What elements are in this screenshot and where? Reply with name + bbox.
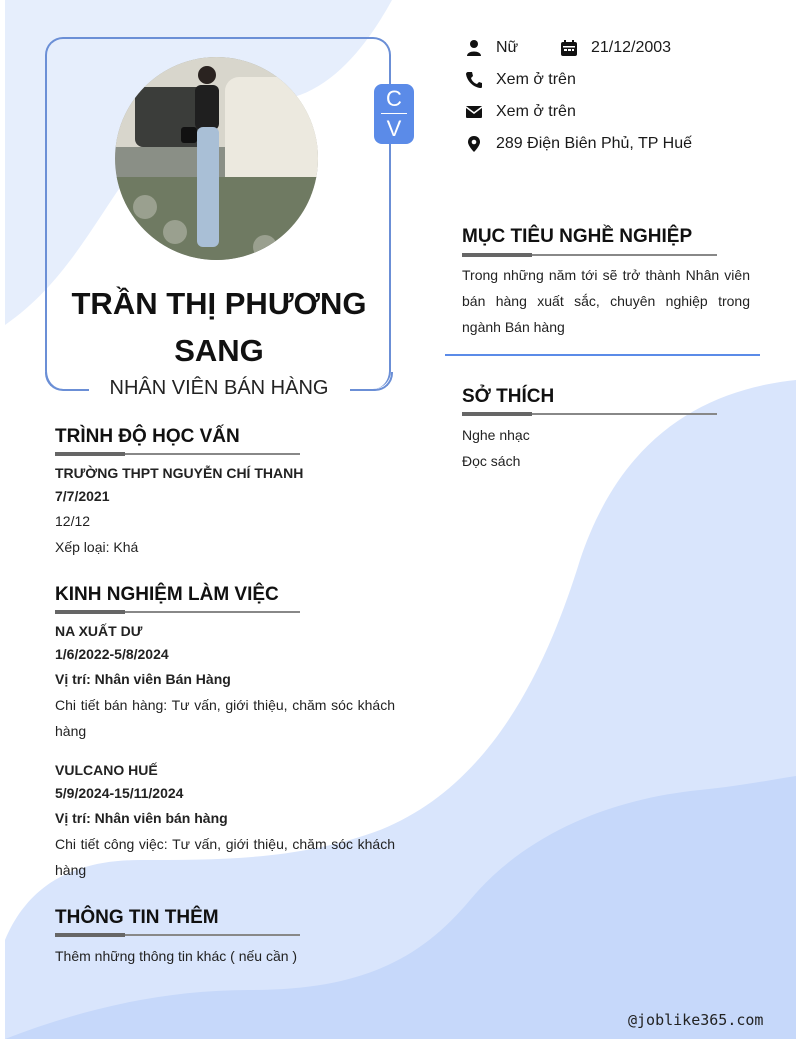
map-pin-icon <box>465 135 483 153</box>
profile-photo <box>115 57 318 260</box>
hobbies-rule <box>462 413 717 415</box>
education-rule <box>55 453 300 455</box>
calendar-icon <box>560 39 578 57</box>
envelope-icon <box>465 103 483 121</box>
job-detail: Chi tiết bán hàng: Tư vấn, giới thiệu, chăm sóc khách hàng <box>55 697 395 739</box>
user-icon <box>465 39 483 57</box>
contact-phone <box>465 68 576 92</box>
gender-text: Nữ <box>496 39 519 56</box>
cv-badge-top: C <box>386 86 402 111</box>
education-grade: 12/12 <box>55 513 91 529</box>
job-company: VULCANO HUẾ <box>55 762 158 778</box>
job-company: NA XUẤT DƯ <box>55 623 143 639</box>
education-rank: Xếp loại: Khá <box>55 539 139 555</box>
watermark: @joblike365.com <box>628 1011 764 1029</box>
experience-rule <box>55 611 300 613</box>
objective-title: MỤC TIÊU NGHỀ NGHIỆP <box>462 226 693 247</box>
cv-badge-bottom: V <box>386 116 402 141</box>
objective-text: Trong những năm tới sẽ trở thành Nhân viên bán hàng xuất sắc, chuyên nghiệp trong ngành Bán hàng <box>462 267 750 335</box>
job-period: 1/6/2022-5/8/2024 <box>55 646 169 662</box>
contact-email <box>465 100 576 124</box>
contact-birthday <box>560 36 671 60</box>
divider <box>445 354 760 356</box>
phone-icon <box>465 71 483 89</box>
education-date: 7/7/2021 <box>55 488 110 504</box>
address-text: 289 Điện Biên Phủ, TP Huế <box>496 135 692 152</box>
objective-rule <box>462 254 717 256</box>
education-title: TRÌNH ĐỘ HỌC VẤN <box>55 426 240 447</box>
experience-title: KINH NGHIỆM LÀM VIỆC <box>55 584 279 605</box>
hobbies-title: SỞ THÍCH <box>462 386 555 407</box>
birthday-text: 21/12/2003 <box>591 39 672 56</box>
contact-gender <box>465 36 518 60</box>
extra-title: THÔNG TIN THÊM <box>55 907 219 928</box>
extra-rule <box>55 934 300 936</box>
candidate-role: NHÂN VIÊN BÁN HÀNG <box>109 377 329 399</box>
hobby-item: Nghe nhạc <box>462 427 530 443</box>
cv-badge <box>374 84 414 144</box>
candidate-name: TRẦN THỊ PHƯƠNG SANG <box>71 286 367 368</box>
phone-text: Xem ở trên <box>496 71 576 88</box>
education-school: TRƯỜNG THPT NGUYỄN CHÍ THANH <box>55 465 304 481</box>
extra-text: Thêm những thông tin khác ( nếu cần ) <box>55 948 298 964</box>
email-text: Xem ở trên <box>496 103 576 120</box>
job-detail: Chi tiết công việc: Tư vấn, giới thiệu, chăm sóc khách hàng <box>55 836 395 878</box>
job-period: 5/9/2024-15/11/2024 <box>55 785 184 801</box>
hobby-item: Đọc sách <box>462 453 521 469</box>
job-position: Vị trí: Nhân viên Bán Hàng <box>55 671 231 687</box>
contact-address <box>465 132 692 156</box>
job-position: Vị trí: Nhân viên bán hàng <box>55 810 228 826</box>
